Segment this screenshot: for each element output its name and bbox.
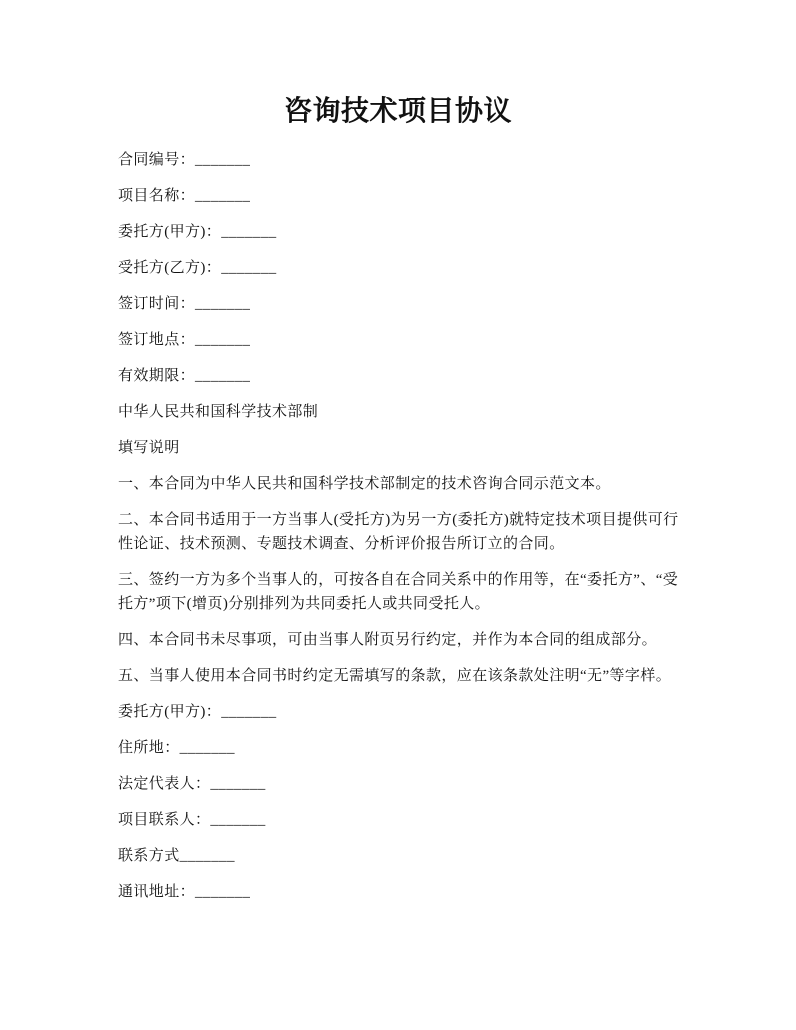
- field-blank: _______: [195, 152, 251, 168]
- field-blank: _______: [195, 296, 251, 312]
- field-blank: _______: [195, 884, 251, 900]
- field-blank: _______: [195, 332, 251, 348]
- field-label: 受托方(乙方)：: [118, 260, 222, 276]
- field-label: 通讯地址：: [118, 884, 196, 900]
- field-blank: _______: [221, 224, 277, 240]
- field-blank: _______: [179, 848, 235, 864]
- field-project-contact: [118, 808, 684, 832]
- field-blank: _______: [195, 188, 251, 204]
- field-address: [118, 736, 684, 760]
- field-blank: _______: [210, 776, 266, 792]
- document-body: [118, 148, 684, 916]
- field-client: [118, 220, 684, 244]
- field-client-party: [118, 700, 684, 724]
- field-label: 委托方(甲方)：: [118, 224, 222, 240]
- field-signing-time: [118, 292, 684, 316]
- field-label: 委托方(甲方)：: [118, 704, 222, 720]
- field-label: 签订时间：: [118, 296, 196, 312]
- field-label: 项目名称：: [118, 188, 196, 204]
- document-title: 咨询技术项目协议: [283, 96, 512, 127]
- field-label: 有效期限：: [118, 368, 196, 384]
- field-blank: _______: [221, 704, 277, 720]
- instruction-item: 五、当事人使用本合同书时约定无需填写的条款，应在该条款处注明“无”等字样。: [118, 668, 672, 684]
- field-blank: _______: [210, 812, 266, 828]
- field-blank: _______: [221, 260, 277, 276]
- instruction-item: 三、签约一方为多个当事人的，可按各自在合同关系中的作用等，在“委托方”、“受托方”项下(增页)分别排列为共同委托人或共同受托人。: [118, 572, 679, 612]
- field-contract-number: [118, 148, 684, 172]
- field-blank: _______: [179, 740, 235, 756]
- field-label: 合同编号：: [118, 152, 196, 168]
- field-signing-place: [118, 328, 684, 352]
- field-label: 住所地：: [118, 740, 180, 756]
- field-contact-method: [118, 844, 684, 868]
- field-project-name: [118, 184, 684, 208]
- field-label: 联系方式: [118, 848, 180, 864]
- instructions-heading: 填写说明: [118, 440, 180, 456]
- instruction-item: 四、本合同书未尽事项，可由当事人附页另行约定，并作为本合同的组成部分。: [118, 632, 658, 648]
- field-mailing-address: [118, 880, 684, 904]
- field-label: 项目联系人：: [118, 812, 211, 828]
- instruction-item: 一、本合同为中华人民共和国科学技术部制定的技术咨询合同示范文本。: [118, 476, 611, 492]
- issuer-line: 中华人民共和国科学技术部制: [118, 404, 319, 420]
- field-legal-representative: [118, 772, 684, 796]
- field-validity-period: [118, 364, 684, 388]
- field-blank: _______: [195, 368, 251, 384]
- field-label: 签订地点：: [118, 332, 196, 348]
- instruction-item: 二、本合同书适用于一方当事人(受托方)为另一方(委托方)就特定技术项目提供可行性论证、技术预测、专题技术调查、分析评价报告所订立的合同。: [118, 512, 679, 552]
- field-label: 法定代表人：: [118, 776, 211, 792]
- field-consultant: [118, 256, 684, 280]
